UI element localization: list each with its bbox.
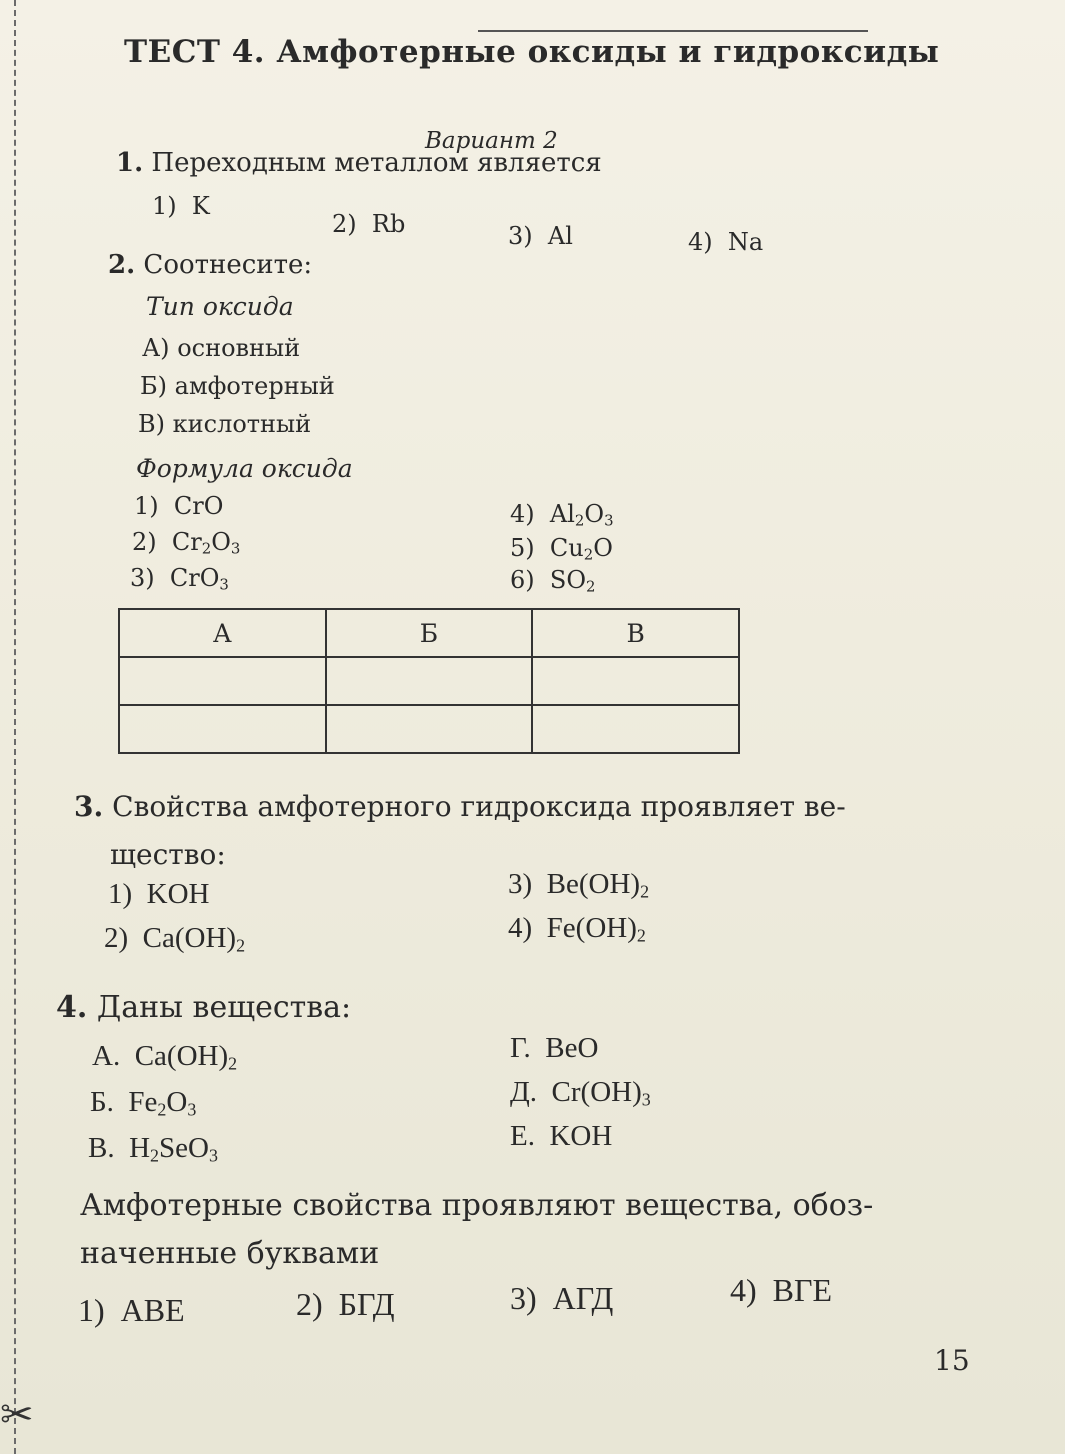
q3-option-2: 2) $Ca(OH)_2$ <box>104 922 246 956</box>
q1-number: 1. <box>116 148 144 178</box>
q3-option-4: 4) $Fe(OH)_2$ <box>508 912 646 946</box>
scissors-icon: ✂ <box>0 1392 34 1438</box>
q4-substance-e: Е. KOH <box>510 1120 613 1152</box>
variant-label: Вариант 2 <box>425 128 558 154</box>
formula-4: 4) $Al_2O_3$ <box>510 500 614 530</box>
cut-line <box>14 0 16 1454</box>
q1-option-2: 2) Rb <box>332 210 406 238</box>
q1-option-4: 4) Na <box>688 228 764 256</box>
q3-prompt <box>74 790 846 823</box>
q1-text: Переходным металлом является <box>151 148 602 178</box>
q3-line2: щество: <box>110 838 226 871</box>
q4-answer-1: 1) АВЕ <box>78 1292 185 1328</box>
formula-6: 6) $SO_2$ <box>510 566 596 596</box>
oxide-type-a: А) основный <box>142 334 301 362</box>
answer-row-extra <box>119 705 739 753</box>
q4-substance-a: А. $Ca(OH)_2$ <box>92 1040 238 1074</box>
q4-prompt <box>56 990 351 1025</box>
answer-cell-a-2[interactable] <box>119 705 326 753</box>
page-title: ТЕСТ 4. Амфотерные оксиды и гидроксиды <box>124 34 940 70</box>
answer-row <box>119 657 739 705</box>
answer-cell-c-2[interactable] <box>532 705 739 753</box>
q4-substance-c: В. $H_2SeO_3$ <box>88 1132 218 1166</box>
oxide-type-b: Б) амфотерный <box>140 372 335 400</box>
q4-substance-b: Б. $Fe_2O_3$ <box>90 1086 197 1120</box>
answer-cell-b[interactable] <box>326 657 533 705</box>
q1-option-3: 3) Al <box>508 222 573 250</box>
q3-option-3: 3) $Be(OH)_2$ <box>508 868 650 902</box>
answer-header-c: В <box>532 609 739 657</box>
q4-number: 4. <box>56 990 88 1025</box>
answer-header-b: Б <box>326 609 533 657</box>
q2-text: Соотнесите: <box>143 250 313 280</box>
q2-number: 2. <box>108 250 136 280</box>
q2-prompt <box>108 250 312 280</box>
q4-answer-3: 3) АГД <box>510 1280 614 1316</box>
answer-header-a: А <box>119 609 326 657</box>
answer-cell-b-2[interactable] <box>326 705 533 753</box>
q4-substance-d: Д. $Cr(OH)_3$ <box>510 1076 651 1110</box>
q4-question-line2: наченные буквами <box>80 1236 380 1271</box>
q4-text: Даны вещества: <box>96 990 352 1025</box>
q4-answer-2: 2) БГД <box>296 1286 395 1322</box>
q3-option-1: 1) KOH <box>108 878 210 910</box>
oxide-type-heading: Тип оксида <box>146 292 294 321</box>
q4-answer-4: 4) ВГЕ <box>730 1272 833 1308</box>
answer-table-header <box>119 609 739 657</box>
q3-number: 3. <box>74 790 104 823</box>
q1-prompt <box>116 148 602 178</box>
oxide-formula-heading: Формула оксида <box>136 454 353 483</box>
formula-2: 2) $Cr_2O_3$ <box>132 528 241 558</box>
q1-option-1: 1) K <box>152 192 210 220</box>
q3-line1: Свойства амфотерного гидроксида проявляет ве- <box>112 790 846 823</box>
formula-1: 1) CrO <box>134 492 224 520</box>
formula-3: 3) CrO$_3$ <box>130 564 229 594</box>
name-line <box>478 30 868 32</box>
q4-substance-g: Г. BeO <box>510 1032 599 1064</box>
answer-table <box>118 608 740 754</box>
page-number: 15 <box>934 1344 970 1377</box>
answer-cell-c[interactable] <box>532 657 739 705</box>
formula-5: 5) $Cu_2O$ <box>510 534 613 564</box>
q4-question-line1: Амфотерные свойства проявляют вещества, обоз- <box>80 1188 874 1223</box>
answer-cell-a[interactable] <box>119 657 326 705</box>
oxide-type-c: В) кислотный <box>138 410 312 438</box>
